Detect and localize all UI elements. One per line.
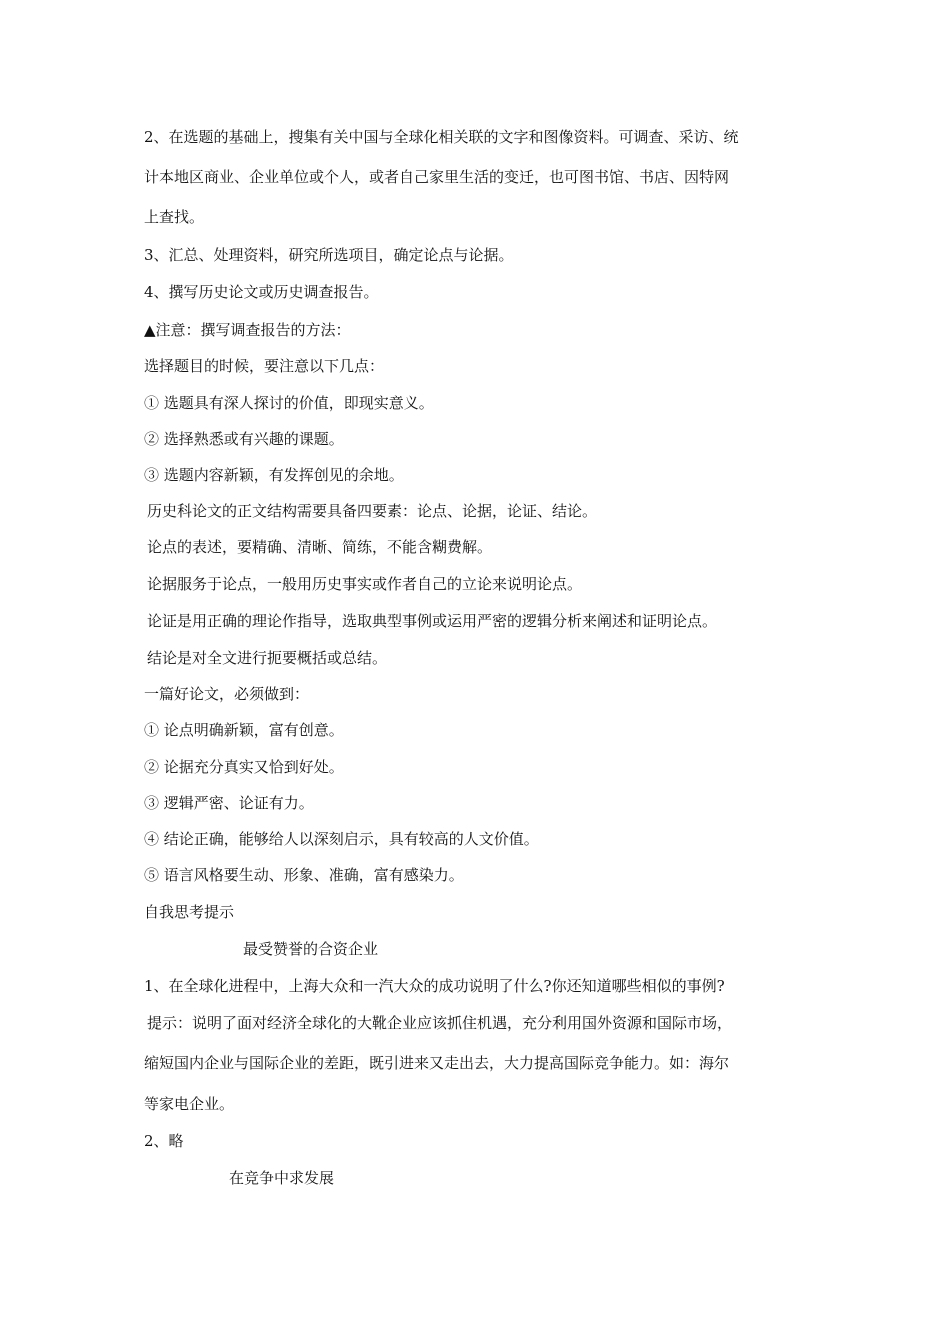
list-item: ② 论据充分真实又恰到好处。 [144, 758, 344, 776]
answer-line: 提示：说明了面对经济全球化的大靴企业应该抓住机遇，充分利用国外资源和国际市场， [147, 1014, 733, 1032]
list-item: ① 论点明确新颖，富有创意。 [144, 721, 344, 739]
paragraph-line: 一篇好论文，必须做到： [144, 685, 310, 703]
list-item: ③ 选题内容新颖，有发挥创见的余地。 [144, 466, 404, 484]
question-line: 1、在全球化进程中，上海大众和一汽大众的成功说明了什么?你还知道哪些相似的事例? [144, 977, 725, 995]
list-item: ⑤ 语言风格要生动、形象、准确，富有感染力。 [144, 866, 464, 884]
list-item: ③ 逻辑严密、论证有力。 [144, 794, 314, 812]
answer-line: 缩短国内企业与国际企业的差距，既引进来又走出去，大力提高国际竞争能力。如：海尔 [144, 1054, 730, 1072]
paragraph-line: 历史科论文的正文结构需要具备四要素：论点、论据，论证、结论。 [147, 502, 598, 520]
paragraph-line: 3、汇总、处理资料，研究所选项目，确定论点与论据。 [144, 246, 514, 264]
paragraph-line: 论证是用正确的理论作指导，选取典型事例或运用严密的逻辑分析来阐述和证明论点。 [147, 612, 718, 630]
paragraph-line: 论点的表述，要精确、清晰、简练，不能含糊费解。 [147, 538, 493, 556]
answer-line: 等家电企业。 [144, 1095, 235, 1113]
note-heading: ▲注意：撰写调查报告的方法： [144, 321, 351, 339]
paragraph-line: 4、撰写历史论文或历史调查报告。 [144, 283, 379, 301]
paragraph-line: 2、在选题的基础上，搜集有关中国与全球化相关联的文字和图像资料。可调查、采访、统 [144, 128, 739, 146]
paragraph-line: 计本地区商业、企业单位或个人，或者自己家里生活的变迁，也可图书馆、书店、因特网 [144, 168, 730, 186]
paragraph-line: 结论是对全文进行扼要概括或总结。 [147, 649, 388, 667]
paragraph-line: 论据服务于论点，一般用历史事实或作者自己的立论来说明论点。 [147, 575, 583, 593]
section-title: 在竞争中求发展 [229, 1169, 335, 1187]
paragraph-line: 选择题目的时候，要注意以下几点： [144, 357, 385, 375]
list-item: ④ 结论正确，能够给人以深刻启示，具有较高的人文价值。 [144, 830, 539, 848]
question-line: 2、略 [144, 1132, 184, 1150]
section-heading: 自我思考提示 [144, 903, 235, 921]
list-item: ① 选题具有深人探讨的价值，即现实意义。 [144, 394, 434, 412]
section-title: 最受赞誉的合资企业 [243, 940, 379, 958]
list-item: ② 选择熟悉或有兴趣的课题。 [144, 430, 344, 448]
paragraph-line: 上查找。 [144, 208, 205, 226]
